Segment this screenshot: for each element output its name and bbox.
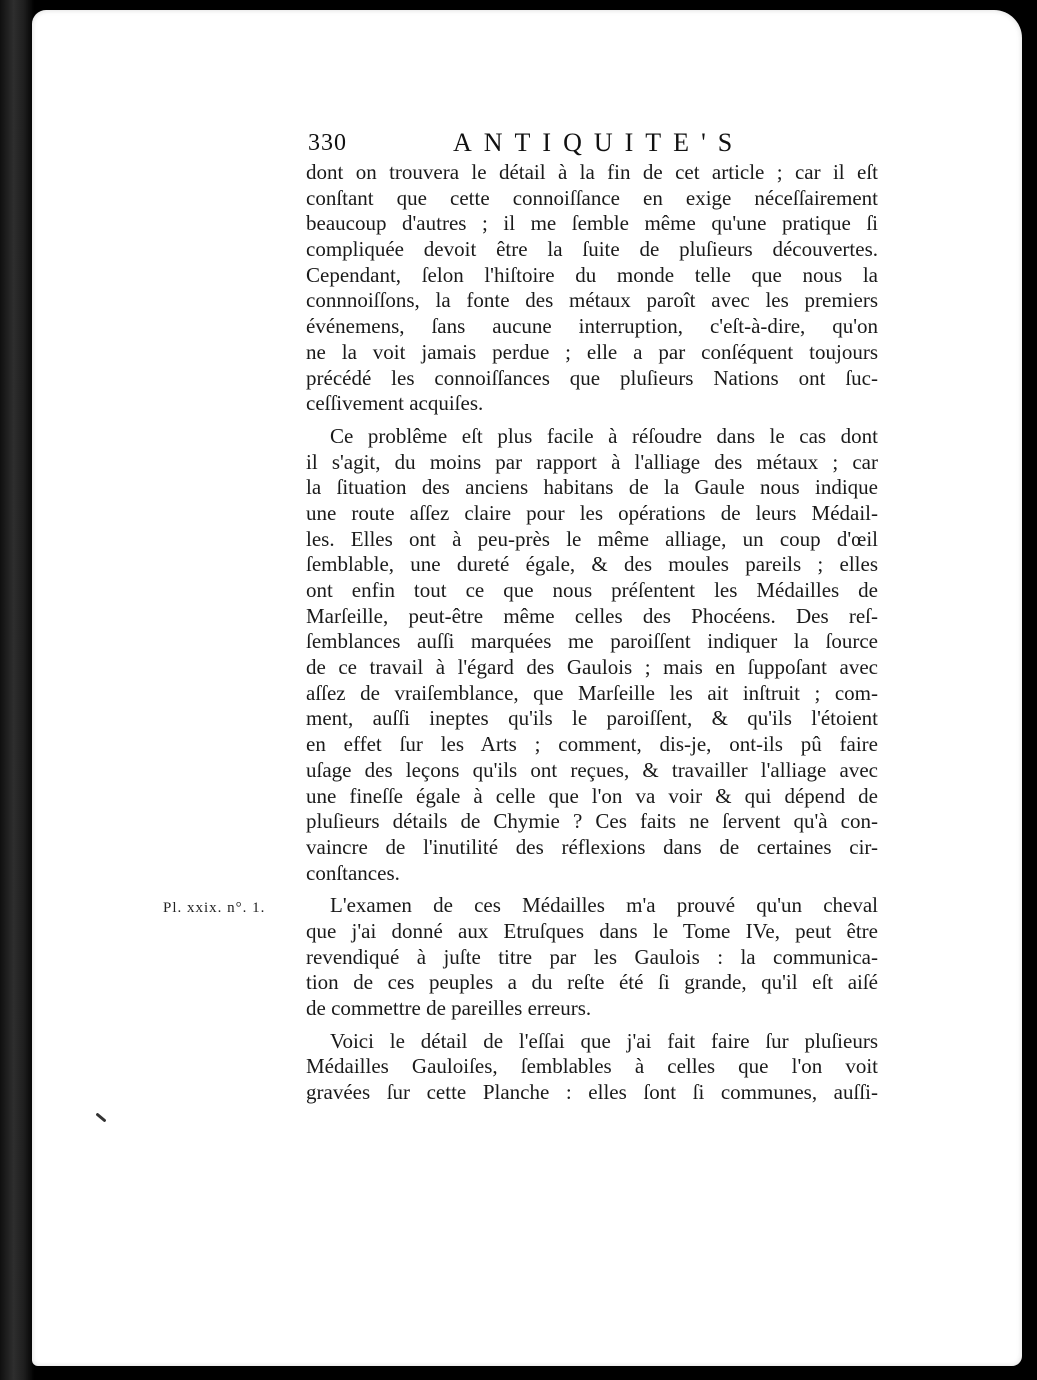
page-number: 330: [308, 130, 347, 156]
text-line: ne la voit jamais perdue ; elle a par conſéquent toujours: [306, 339, 878, 364]
text-line: uſage des leçons qu'ils ont reçues, & travailler l'alliage avec: [306, 757, 878, 782]
text-line: en effet ſur les Arts ; comment, dis-je, ont-ils pû faire: [306, 732, 878, 757]
text-line: Médailles Gauloiſes, ſemblables à celles que l'on voit: [306, 1054, 878, 1079]
text-line: ont enfin tout ce que nous préſentent les Médailles de: [306, 578, 878, 602]
text-line: beaucoup d'autres ; il me ſemble même qu'une pratique ſi: [306, 211, 878, 236]
text-line: conſtances.: [306, 860, 400, 885]
text-line: pluſieurs détails de Chymie ? Ces faits ne ſervent qu'à con-: [306, 809, 878, 834]
text-line: connnoiſſons, la fonte des métaux paroît avec les premiers: [306, 288, 878, 313]
text-line: dont on trouvera le détail à la fin de cet article ; car il eſt: [306, 160, 878, 184]
text-line: compliquée devoit être la ſuite de pluſieurs découvertes.: [306, 237, 878, 262]
margin-note-plate-reference: Pl. xxix. n°. 1.: [163, 900, 266, 916]
text-line: une route aſſez claire pour les opérations de leurs Médail-: [306, 500, 878, 525]
text-line: Marſeille, peut-être même celles des Phocéens. Des reſ-: [306, 603, 878, 628]
text-line: ſemblable, une dureté égale, & des moules pareils ; elles: [306, 552, 878, 577]
text-line: aſſez de vraiſemblance, que Marſeille les ait inſtruit ; com-: [306, 680, 878, 705]
paragraph-gap: [306, 886, 878, 893]
text-line: une fineſſe égale à celle que l'on va voir & qui dépend de: [306, 783, 878, 808]
text-line: L'examen de ces Médailles m'a prouvé qu'un cheval: [330, 893, 878, 918]
text-line: événemens, ſans aucune interruption, c'eſt-à-dire, qu'on: [306, 314, 878, 339]
body-text: [306, 160, 878, 1106]
text-line: de commettre de pareilles erreurs.: [306, 996, 592, 1020]
text-line: tion de ces peuples a du reſte été ſi grande, qu'il eſt aiſé: [306, 970, 878, 995]
text-line: vaincre de l'inutilité des réflexions dans de certaines cir-: [306, 834, 878, 859]
text-line: la ſituation des anciens habitans de la Gaule nous indique: [306, 475, 878, 500]
text-line: ceſſivement acquiſes.: [306, 391, 484, 416]
text-line: les. Elles ont à peu-près le même alliage, un coup d'œil: [306, 526, 878, 551]
text-line: ſemblances auſſi marquées me paroiſſent indiquer la ſource: [306, 629, 878, 654]
running-title: ANTIQUITE'S: [453, 128, 745, 157]
scan-left-edge: [0, 0, 34, 1380]
text-line: que j'ai donné aux Etruſques dans le Tome IVe, peut être: [306, 918, 878, 943]
text-line: Ce problême eſt plus facile à réſoudre dans le cas dont: [330, 423, 878, 448]
text-line: Voici le détail de l'eſſai que j'ai fait faire ſur pluſieurs: [330, 1028, 878, 1053]
text-line: il s'agit, du moins par rapport à l'alliage des métaux ; car: [306, 449, 878, 474]
paragraph-gap: [306, 417, 878, 424]
text-line: revendiqué à juſte titre par les Gaulois : la communica-: [306, 944, 878, 969]
text-line: Cependant, ſelon l'hiſtoire du monde telle que nous la: [306, 262, 878, 287]
page-header: [308, 128, 868, 164]
text-line: ment, auſſi ineptes qu'ils le paroiſſent, & qu'ils l'étoient: [306, 706, 878, 731]
text-line: conſtant que cette connoiſſance en exige néceſſairement: [306, 185, 878, 210]
text-line: gravées ſur cette Planche : elles ſont ſi communes, auſſi-: [306, 1080, 878, 1105]
text-line: précédé les connoiſſances que pluſieurs Nations ont ſuc-: [306, 365, 878, 390]
paragraph-gap: [306, 1022, 878, 1029]
text-line: de ce travail à l'égard des Gaulois ; mais en ſuppoſant avec: [306, 655, 878, 680]
